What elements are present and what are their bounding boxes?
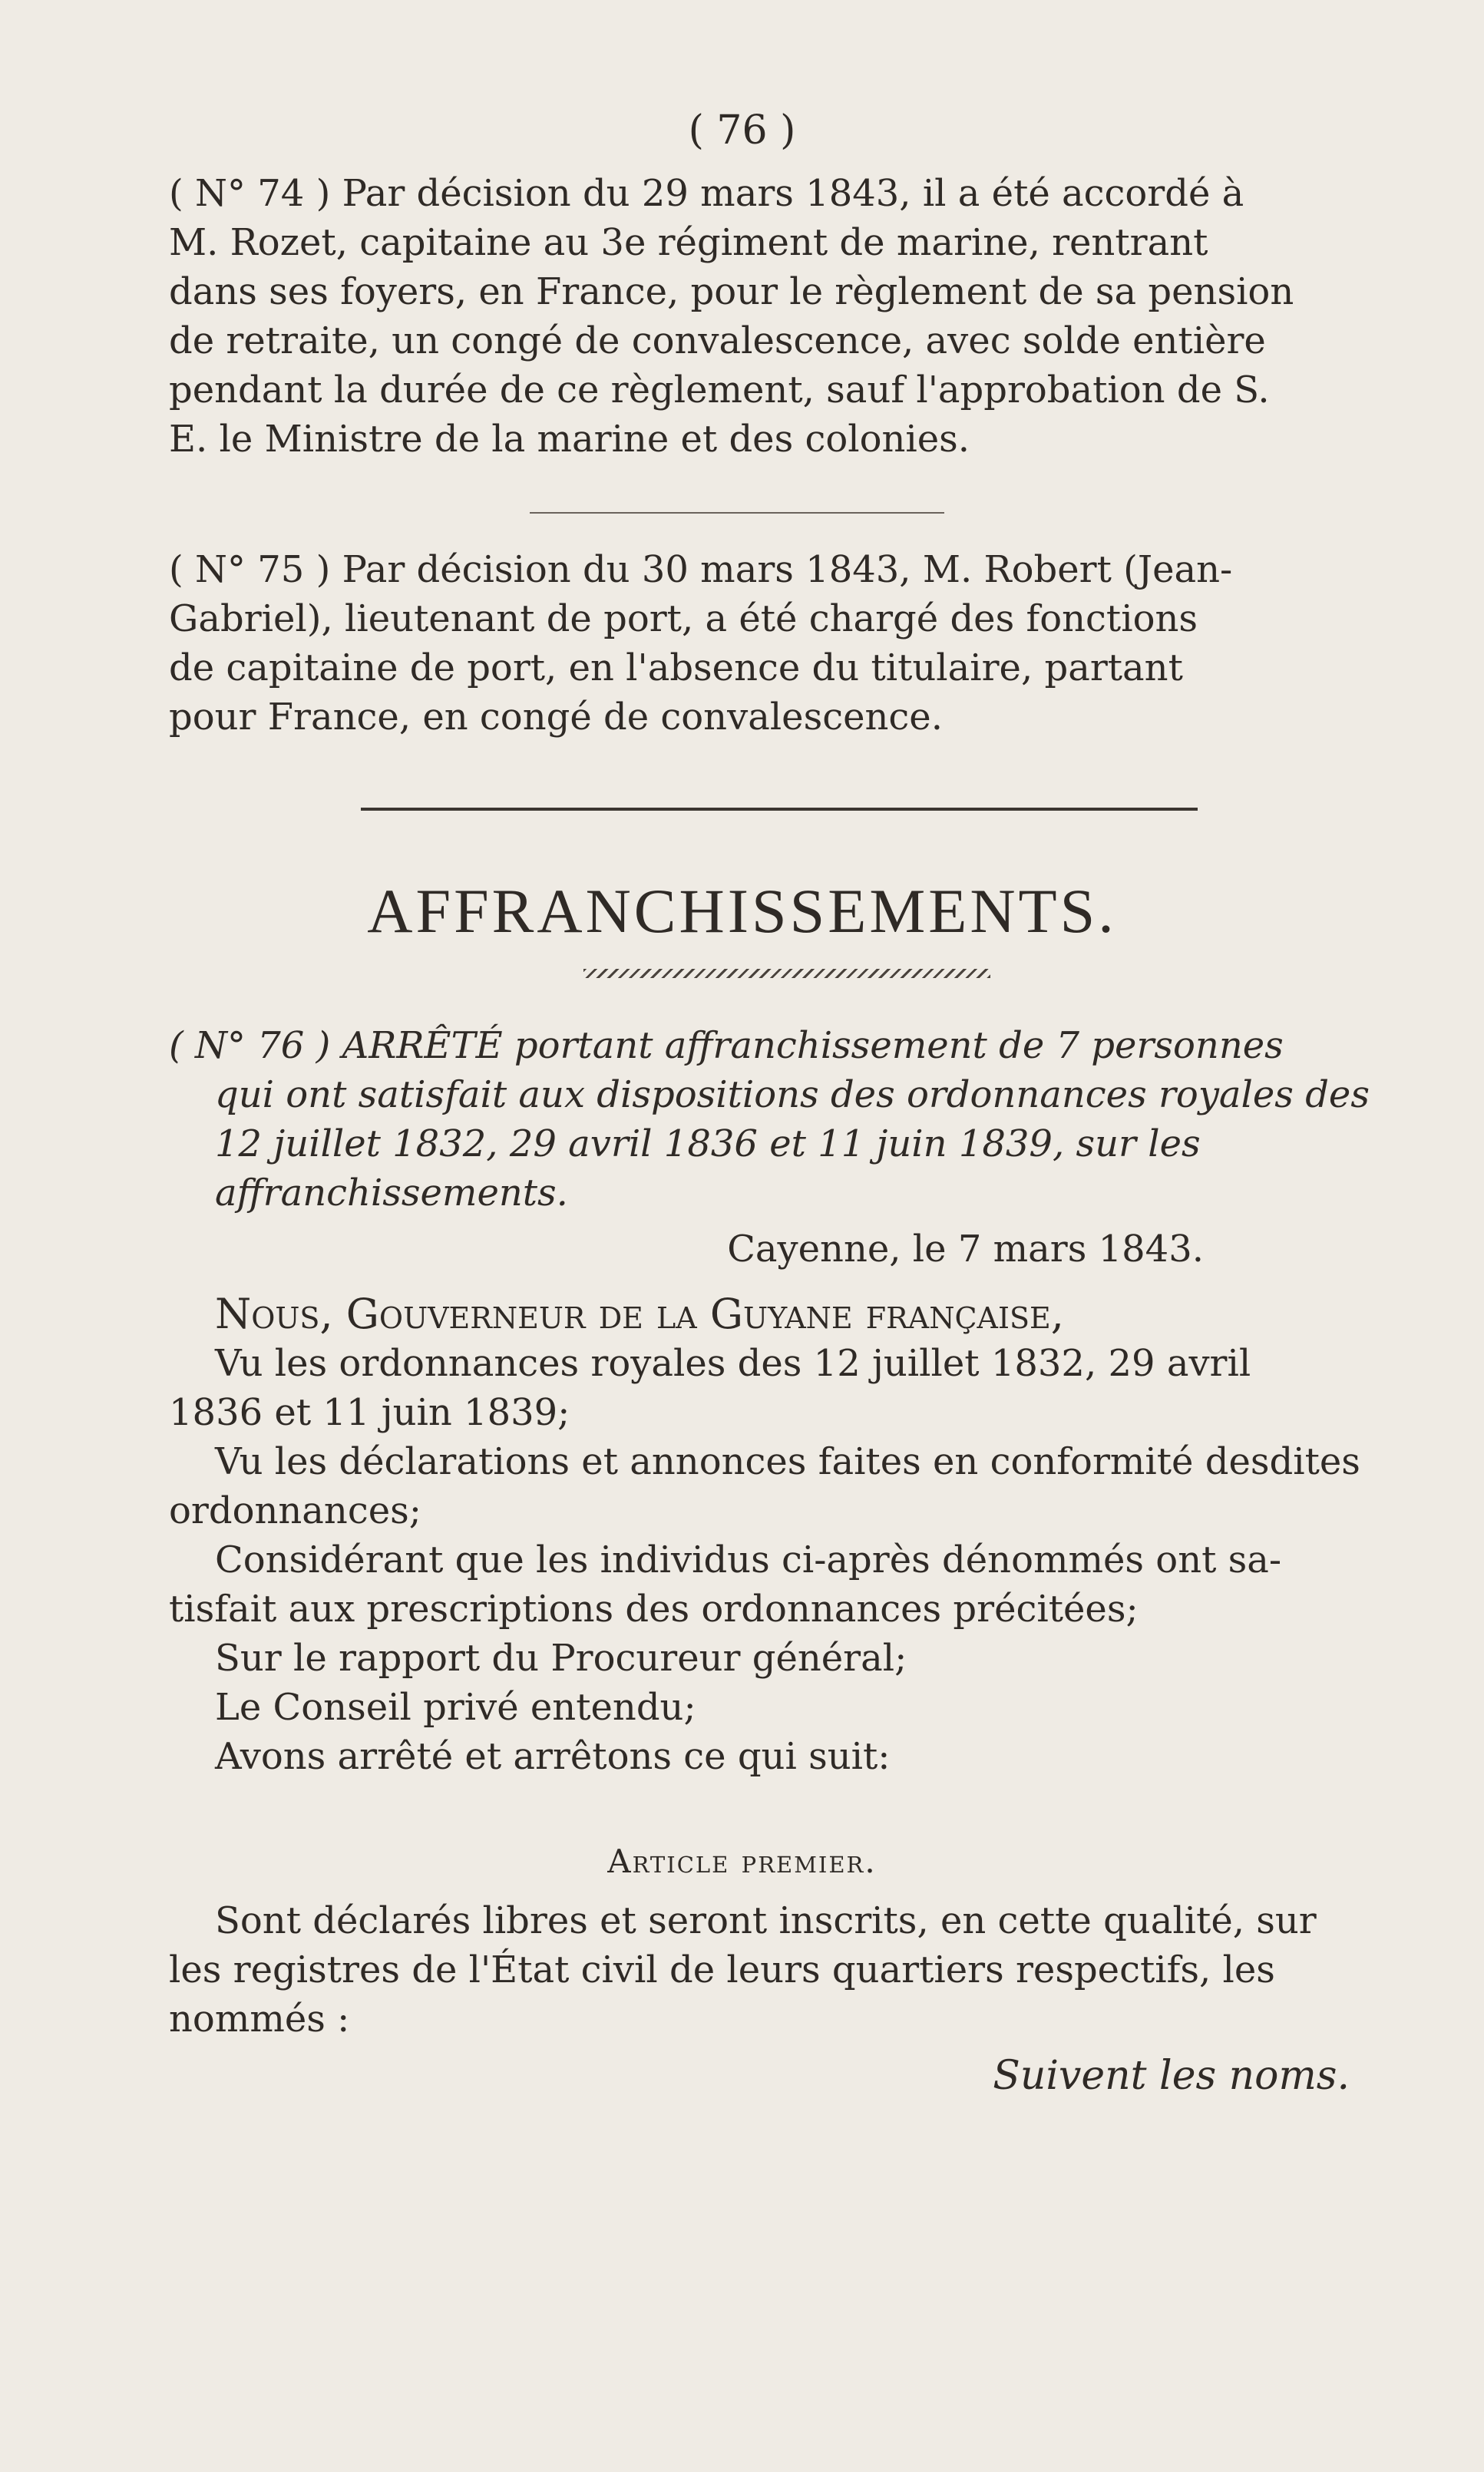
body-line: Sur le rapport du Procureur général; xyxy=(215,1637,907,1680)
body-line: tisfait aux prescriptions des ordonnances précitées; xyxy=(169,1588,1139,1631)
notice-75-line: de capitaine de port, en l'absence du titulaire, partant xyxy=(169,646,1183,689)
notice-74 xyxy=(169,169,1401,464)
decree-body xyxy=(169,1290,1401,1781)
body-line: Considérant que les individus ci-après dénommés ont sa- xyxy=(215,1538,1282,1581)
body-line: 1836 et 11 juin 1839; xyxy=(169,1391,570,1434)
section-rule xyxy=(361,808,1198,811)
notice-76-line: ( N° 76 ) ARRÊTÉ portant affranchissement de 7 personnes xyxy=(169,1024,1284,1067)
notice-74-line: dans ses foyers, en France, pour le règlement de sa pension xyxy=(169,270,1294,313)
section-title: AFFRANCHISSEMENTS. xyxy=(367,876,1117,946)
body-line: ordonnances; xyxy=(169,1489,421,1532)
body-line: Avons arrêté et arrêtons ce qui suit: xyxy=(215,1735,891,1778)
ornamental-wave-rule xyxy=(583,969,990,978)
article-heading: Article premier. xyxy=(607,1842,877,1880)
notice-75-line: ( N° 75 ) Par décision du 30 mars 1843, M. Robert (Jean- xyxy=(169,548,1233,591)
divider-rule xyxy=(530,512,944,514)
notice-76-line: 12 juillet 1832, 29 avril 1836 et 11 juin 1839, sur les xyxy=(215,1122,1201,1165)
body-line: Le Conseil privé entendu; xyxy=(215,1686,696,1729)
notice-76 xyxy=(169,1021,1401,1218)
article-line: Sont déclarés libres et seront inscrits, en cette qualité, sur xyxy=(215,1899,1317,1942)
notice-74-line: ( N° 74 ) Par décision du 29 mars 1843, il a été accordé à xyxy=(169,172,1244,215)
notice-74-line: pendant la durée de ce règlement, sauf l'approbation de S. xyxy=(169,368,1270,411)
body-line: Nous, Gouverneur de la Guyane française, xyxy=(215,1290,1064,1338)
closing-line: Suivent les noms. xyxy=(993,2053,1350,2099)
article-text xyxy=(169,1896,1401,2044)
article-line: nommés : xyxy=(169,1998,350,2041)
notice-74-line: E. le Ministre de la marine et des colonies. xyxy=(169,418,970,461)
page-number: ( 76 ) xyxy=(688,107,796,154)
article-line: les registres de l'État civil de leurs quartiers respectifs, les xyxy=(169,1948,1275,1991)
notice-74-line: M. Rozet, capitaine au 3e régiment de marine, rentrant xyxy=(169,221,1208,264)
notice-75-line: pour France, en congé de convalescence. xyxy=(169,696,943,739)
notice-75-line: Gabriel), lieutenant de port, a été chargé des fonctions xyxy=(169,597,1198,640)
notice-76-line: affranchissements. xyxy=(215,1172,568,1215)
body-line: Vu les ordonnances royales des 12 juillet 1832, 29 avril xyxy=(215,1342,1251,1385)
dateline: Cayenne, le 7 mars 1843. xyxy=(727,1228,1204,1271)
notice-74-line: de retraite, un congé de convalescence, avec solde entière xyxy=(169,319,1266,362)
body-line: Vu les déclarations et annonces faites en conformité desdites xyxy=(215,1440,1360,1483)
notice-75 xyxy=(169,545,1401,742)
notice-76-line: qui ont satisfait aux dispositions des ordonnances royales des xyxy=(215,1073,1370,1116)
